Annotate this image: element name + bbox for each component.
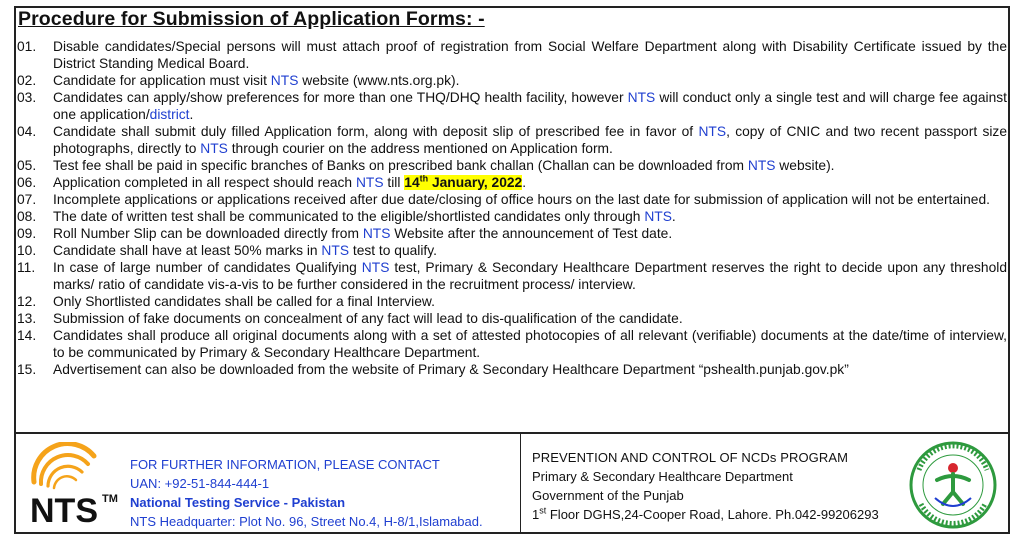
government-name: Government of the Punjab (532, 488, 684, 503)
item-number: 09. (17, 226, 37, 241)
nts-logo-text: NTS (30, 492, 98, 528)
nts-mention: NTS (200, 141, 228, 156)
nts-mention: NTS (747, 158, 776, 173)
nts-mention: NTS (644, 209, 672, 224)
nts-logo-tm: TM (102, 493, 118, 505)
ncd-program-info (532, 448, 879, 524)
nts-mention: NTS (321, 243, 350, 258)
item-text: Candidate shall have at least 50% marks in NTS test to qualify. (53, 243, 437, 258)
nts-mention: NTS (355, 175, 384, 190)
ncd-program-emblem (907, 440, 999, 530)
item-number: 07. (17, 192, 37, 207)
item-text: Candidate shall submit duly filled Application form, along with deposit slip of prescribed fee in favor of NTS, copy of CNIC and two recent passport size photographs, directly to NTS through courier on the address mentioned on Application form. (53, 124, 1007, 156)
procedure-item (17, 191, 1007, 208)
item-number: 13. (17, 311, 37, 326)
item-number: 06. (17, 175, 37, 190)
procedure-item (17, 225, 1007, 242)
procedure-item (17, 293, 1007, 310)
item-text: Only Shortlisted candidates shall be called for a final Interview. (53, 294, 435, 309)
item-text: Test fee shall be paid in specific branches of Banks on prescribed bank challan (Challan can be downloaded from NTS website). (53, 158, 835, 173)
procedure-list (17, 38, 1007, 378)
procedure-item (17, 361, 1007, 378)
item-text: Submission of fake documents on concealment of any fact will lead to dis-qualification of the candidate. (53, 311, 683, 326)
item-text: Advertisement can also be downloaded from the website of Primary & Secondary Healthcare Department “pshealth.punjab.gov.pk” (53, 362, 849, 377)
item-number: 12. (17, 294, 37, 309)
contact-heading: FOR FURTHER INFORMATION, PLEASE CONTACT (130, 457, 440, 472)
item-number: 11. (17, 260, 36, 275)
page-title: Procedure for Submission of Application Forms: - (18, 8, 485, 30)
item-number: 08. (17, 209, 37, 224)
item-text: The date of written test shall be communicated to the eligible/shortlisted candidates only through NTS. (53, 209, 676, 224)
nts-logo (24, 442, 124, 528)
item-number: 05. (17, 158, 37, 173)
item-number: 03. (17, 90, 37, 105)
procedure-item (17, 242, 1007, 259)
nts-mention: NTS (361, 260, 390, 275)
procedure-item (17, 89, 1007, 123)
item-text: Candidates can apply/show preferences for more than one THQ/DHQ health facility, however NTS will conduct only a single test and will charge fee against one application/district. (53, 90, 1007, 122)
footer-divider (14, 432, 1010, 434)
contact-address: NTS Headquarter: Plot No. 96, Street No.4, H-8/1,Islamabad. (130, 514, 483, 529)
department-name: Primary & Secondary Healthcare Department (532, 469, 793, 484)
procedure-item (17, 259, 1007, 293)
item-text: Incomplete applications or applications received after due date/closing of office hours on the last date for submission of application will not be entertained. (53, 192, 990, 207)
nts-mention: NTS (362, 226, 391, 241)
procedure-item (17, 123, 1007, 157)
footer-vertical-divider (520, 434, 521, 534)
office-address: 1st Floor DGHS,24-Cooper Road, Lahore. Ph.042-99206293 (532, 505, 879, 522)
nts-mention: district (149, 107, 190, 122)
item-text: Candidates shall produce all original documents along with a set of attested photocopies of all relevant (verifiable) documents at the date/time of interview, to be communicated by Primary & Secondary Healthcare Department. (53, 328, 1007, 360)
nts-mention: NTS (627, 90, 656, 105)
procedure-item (17, 310, 1007, 327)
item-text: Disable candidates/Special persons will must attach proof of registration from Social Welfare Department along with Disability Certificate issued by the District Standing Medical Board. (53, 39, 1007, 71)
item-number: 15. (17, 362, 37, 377)
contact-info (130, 455, 483, 531)
nts-mention: NTS (698, 124, 727, 139)
item-text: Application completed in all respect should reach NTS till 14th January, 2022. (53, 173, 527, 190)
item-text: Candidate for application must visit NTS website (www.nts.org.pk). (53, 73, 460, 88)
nts-mention: NTS (270, 73, 299, 88)
item-text: In case of large number of candidates Qualifying NTS test, Primary & Secondary Healthcare Department reserves the right to decide upon any threshold marks/ ratio of candidate vis-a-vis to be further considered in the recruitment process/ interview. (53, 260, 1008, 292)
procedure-item (17, 327, 1007, 361)
procedure-item (17, 157, 1007, 174)
item-number: 04. (17, 124, 37, 139)
item-number: 14. (17, 328, 37, 343)
procedure-item (17, 174, 1007, 191)
procedure-item (17, 38, 1007, 72)
contact-org: National Testing Service - Pakistan (130, 495, 346, 510)
deadline-date: 14th January, 2022 (404, 173, 523, 190)
procedure-item (17, 72, 1007, 89)
ncd-program-title: PREVENTION AND CONTROL OF NCDs PROGRAM (532, 450, 849, 465)
item-text: Roll Number Slip can be downloaded directly from NTS Website after the announcement of Test date. (53, 226, 673, 241)
item-number: 02. (17, 73, 37, 88)
contact-uan: UAN: +92-51-844-444-1 (130, 476, 270, 491)
website-link: www.nts.org.pk (357, 73, 451, 88)
item-number: 01. (17, 39, 37, 54)
item-number: 10. (17, 243, 37, 258)
procedure-item (17, 208, 1007, 225)
